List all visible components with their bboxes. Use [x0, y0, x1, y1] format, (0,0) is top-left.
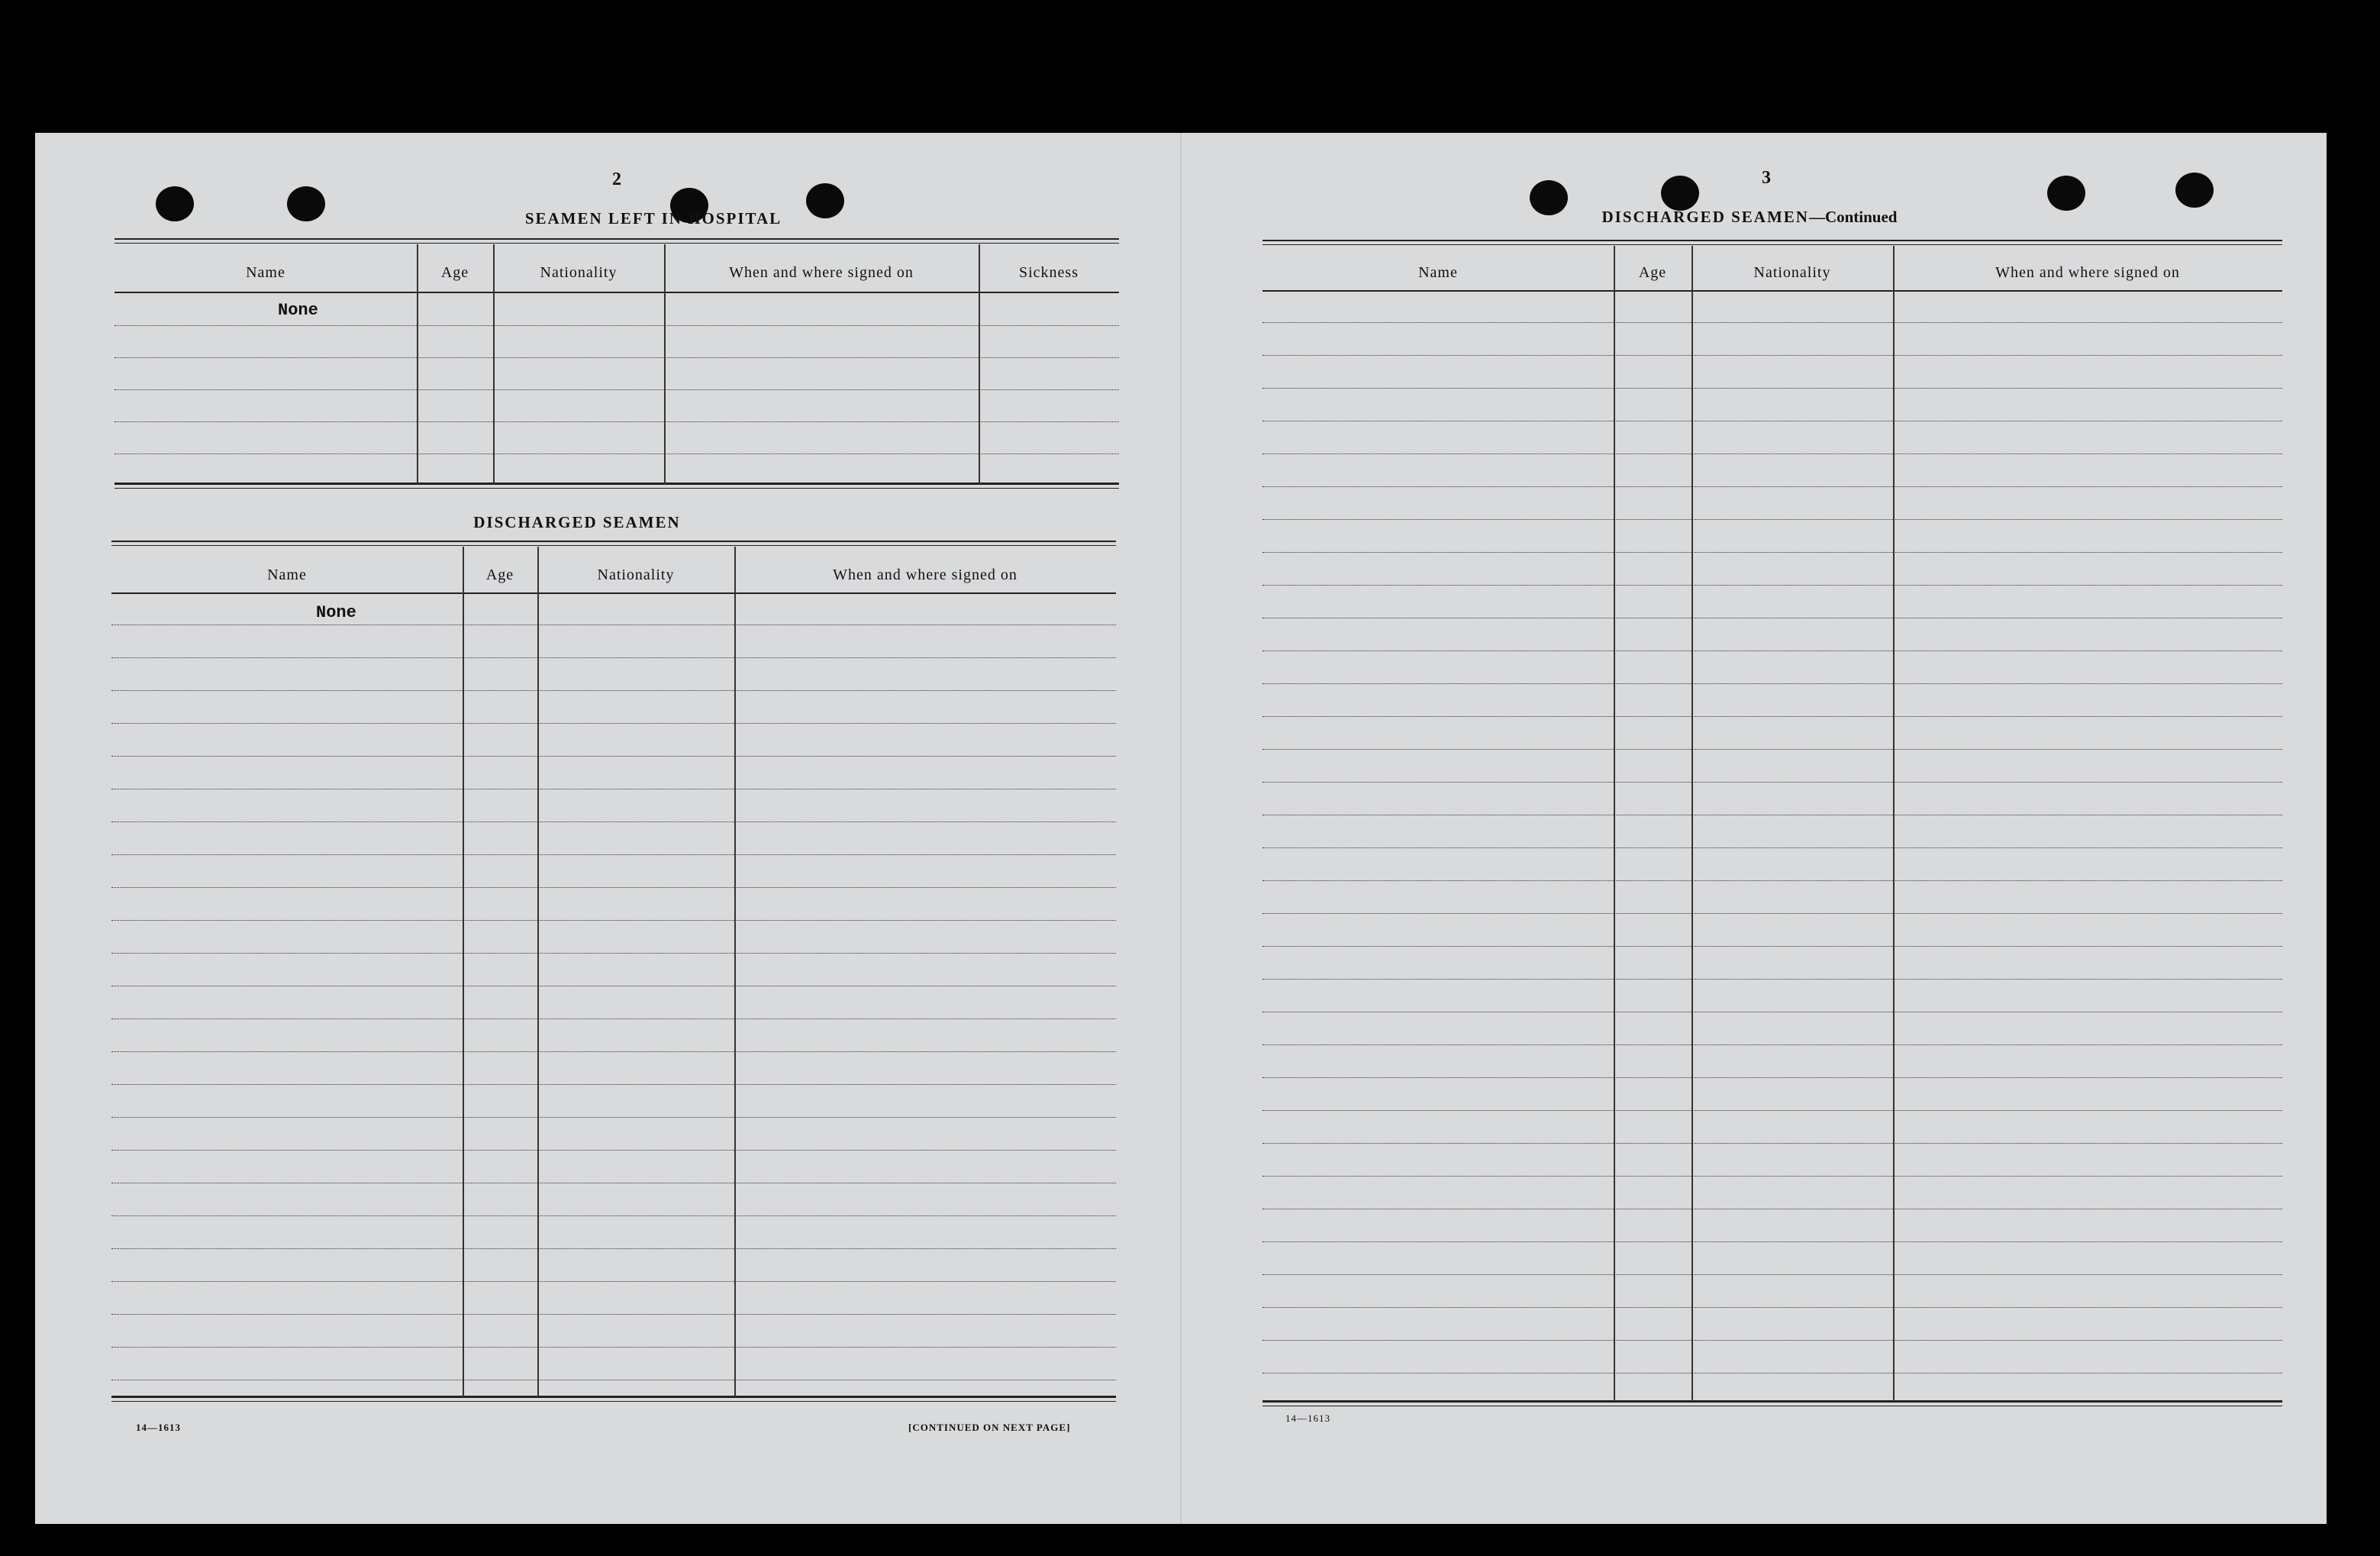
table-row-line [111, 920, 1116, 921]
table-row-line [111, 690, 1116, 691]
table-row-line [1263, 322, 2282, 323]
discharged-table-right [1263, 240, 2282, 1408]
hospital-col-age: Age [440, 264, 469, 281]
table-row-line [1263, 552, 2282, 553]
hospital-entry-none: None [278, 301, 318, 320]
table-row-line [111, 657, 1116, 658]
table-row-line [111, 1215, 1116, 1216]
table-row-line [1263, 716, 2282, 717]
continued-note: [CONTINUED ON NEXT PAGE] [908, 1422, 1071, 1433]
table-row-line [111, 723, 1116, 724]
form-number-left: 14—1613 [136, 1422, 181, 1433]
punch-hole [1661, 176, 1699, 211]
table-row-line [111, 756, 1116, 757]
table-row-line [1263, 782, 2282, 783]
table-row-line [1263, 749, 2282, 750]
discharged-col-age: Age [485, 567, 514, 583]
right-col-age: Age [1638, 264, 1667, 281]
table-row-line [1263, 1274, 2282, 1275]
discharged-section-title: DISCHARGED SEAMEN [473, 513, 681, 531]
hospital-col-sickness: Sickness [1019, 264, 1079, 281]
hospital-col-signed-on: When and where signed on [729, 264, 914, 281]
form-number-right: 14—1613 [1285, 1412, 1330, 1424]
table-row-line [111, 1347, 1116, 1348]
table-row-line [1263, 1077, 2282, 1078]
hospital-col-name: Name [246, 264, 285, 281]
page-fold [1180, 133, 1182, 1524]
table-row-line [1263, 913, 2282, 914]
punch-hole [156, 186, 194, 221]
page-number-left: 2 [612, 169, 621, 189]
table-row-line [111, 1281, 1116, 1282]
table-row-line [1263, 355, 2282, 356]
table-row-line [111, 1051, 1116, 1052]
punch-hole [1530, 180, 1568, 215]
punch-hole [2047, 176, 2085, 211]
table-row-line [111, 1314, 1116, 1315]
table-row-line [1263, 979, 2282, 980]
hospital-section-title: SEAMEN LEFT IN HOSPITAL [524, 209, 782, 228]
table-row-line [1263, 1110, 2282, 1111]
table-row-line [1263, 519, 2282, 520]
table-row-line [1263, 585, 2282, 586]
table-row-line [111, 1084, 1116, 1085]
table-row-line [111, 854, 1116, 855]
discharged-continued-title [1574, 208, 1925, 227]
punch-hole [287, 186, 325, 221]
discharged-col-nationality: Nationality [597, 567, 675, 583]
table-row-line [1263, 1143, 2282, 1144]
right-col-signed-on: When and where signed on [1995, 264, 2180, 281]
page-number-right: 3 [1762, 168, 1771, 188]
table-row-line [1263, 650, 2282, 651]
table-row-line [1263, 1373, 2282, 1374]
table-row-line [1263, 1241, 2282, 1242]
table-row-line [111, 1117, 1116, 1118]
discharged-col-signed-on: When and where signed on [833, 567, 1017, 583]
table-row-line [111, 1150, 1116, 1151]
right-col-name: Name [1418, 264, 1458, 281]
table-row-line [111, 953, 1116, 954]
discharged-table-left [111, 541, 1116, 1411]
table-row-line [1263, 1176, 2282, 1177]
table-row-line [1263, 683, 2282, 684]
discharged-col-name: Name [267, 567, 307, 583]
table-row-line [1263, 388, 2282, 389]
table-row-line [1263, 486, 2282, 487]
punch-hole [2175, 173, 2214, 208]
discharged-continued-title-suffix: —Continued [1808, 208, 1898, 226]
document-paper [35, 133, 2327, 1524]
table-row-line [1263, 1340, 2282, 1341]
table-row-line [111, 1248, 1116, 1249]
discharged-entry-none: None [316, 603, 356, 622]
table-row-line [1263, 1044, 2282, 1045]
table-row-line [1263, 880, 2282, 881]
discharged-continued-title-main: DISCHARGED SEAMEN [1601, 208, 1809, 226]
table-row-line [111, 887, 1116, 888]
right-col-nationality: Nationality [1753, 264, 1831, 281]
hospital-col-nationality: Nationality [540, 264, 618, 281]
table-row-line [1263, 847, 2282, 848]
table-row-line [1263, 1307, 2282, 1308]
table-row-line [1263, 946, 2282, 947]
hospital-table [114, 238, 1119, 490]
